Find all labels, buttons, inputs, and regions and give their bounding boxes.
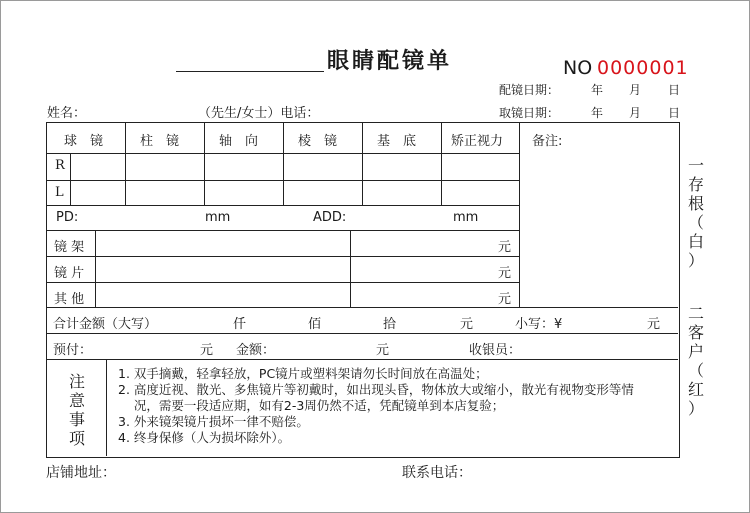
balance-unit: 元 [376,343,390,358]
fit-date-month: 月 [629,83,642,97]
title-phone-label: （先生/女士）电话： [198,106,320,121]
grid-line [47,333,678,334]
notes-line: 况，需要一段适应期，如有2-3周仍然不适，凭配镜单到本店复验； [118,398,505,413]
total-small-label: 小写：¥ [515,317,563,332]
total-hundred: 佰 [308,317,322,332]
total-label: 合计金额（大写） [53,317,158,332]
copy-stub-char: （ [687,213,704,232]
pickup-date-month: 月 [629,106,642,120]
notes-line: 1. 双手摘戴，轻拿轻放，PC镜片或塑料架请勿长时间放在高温处； [118,366,488,381]
cashier-label: 收银员： [469,343,522,358]
header-prism: 棱 镜 [298,134,338,149]
serial-no-label: NO [563,57,593,79]
total-ten: 拾 [383,317,397,332]
notes-title [66,372,88,448]
add-unit: mm [453,210,479,225]
total-yuan: 元 [460,317,474,332]
item-lens-unit: 元 [498,266,512,281]
copy-stub-char: 一 [687,156,704,175]
balance-label: 金额： [236,343,276,358]
pd-label: PD: [56,210,79,225]
notes-list [118,366,634,446]
copy-stub-char: ） [687,251,704,270]
item-lens-label: 镜 片 [54,266,85,281]
notes-line: 3. 外来镜架镜片损坏一律不赔偿。 [118,414,309,429]
total-thousand: 仟 [233,317,247,332]
notes-title-char: 项 [68,429,85,448]
remark-label: 备注: [532,134,563,149]
grid-line [47,256,519,257]
prepay-unit: 元 [200,343,214,358]
title-underline [176,71,324,72]
copy-customer-char: （ [687,361,704,380]
pickup-date-year: 年 [591,106,604,120]
copy-customer-char: 红 [687,380,704,399]
copy-stub-label [686,156,706,270]
pickup-date-day: 日 [668,106,681,120]
copy-customer-char: 客 [687,323,704,342]
copy-customer-char: 二 [687,304,704,323]
contact-phone-label: 联系电话： [402,465,472,481]
header-cylinder: 柱 镜 [140,134,180,149]
grid-line [47,205,519,206]
grid-line [95,230,96,307]
header-axis: 轴 向 [219,134,259,149]
fit-date-day: 日 [668,83,681,97]
notes-title-char: 注 [68,372,85,391]
item-frame-unit: 元 [498,240,512,255]
header-sphere: 球 镜 [64,134,104,149]
item-other-unit: 元 [498,292,512,307]
grid-line [47,230,519,231]
row-right-eye: R [55,158,65,173]
item-other-label: 其 他 [54,292,85,307]
name-label: 姓名： [47,106,87,121]
notes-title-char: 事 [68,410,85,429]
header-base: 基 底 [377,134,417,149]
row-left-eye: L [55,185,64,200]
prepay-label: 预付： [53,343,93,358]
grid-line [70,153,71,205]
shop-address-label: 店铺地址： [46,465,116,481]
pickup-date-label: 取镜日期： [499,106,560,120]
pd-unit: mm [205,210,231,225]
add-label: ADD: [313,210,347,225]
fit-date-label: 配镜日期： [499,83,560,97]
copy-customer-char: 户 [687,342,704,361]
copy-stub-char: 存 [687,175,704,194]
grid-line [47,282,519,283]
grid-line [283,123,284,205]
copy-customer-label [686,304,706,418]
grid-line [362,123,363,205]
grid-line [47,307,678,308]
notes-title-char: 意 [68,391,85,410]
grid-line [204,123,205,205]
grid-line [441,123,442,205]
grid-line [519,123,520,307]
copy-customer-char: ） [687,399,704,418]
form-title: 眼睛配镜单 [327,49,453,74]
grid-line [106,359,107,456]
grid-line [47,359,678,360]
grid-line [125,123,126,205]
copy-stub-char: 根 [687,194,704,213]
grid-line [350,230,351,307]
item-frame-label: 镜 架 [54,240,85,255]
fit-date-year: 年 [591,83,604,97]
notes-line: 2. 高度近视、散光、多焦镜片等初戴时，如出现头昏，物体放大或缩小，散光有视物变形等情 [118,382,634,397]
total-small-yuan: 元 [647,317,661,332]
header-corrected-vision: 矫正视力 [451,134,504,149]
notes-line: 4. 终身保修（人为损坏除外）。 [118,430,291,445]
copy-stub-char: 白 [687,232,704,251]
serial-no-value: 0000001 [597,57,689,79]
